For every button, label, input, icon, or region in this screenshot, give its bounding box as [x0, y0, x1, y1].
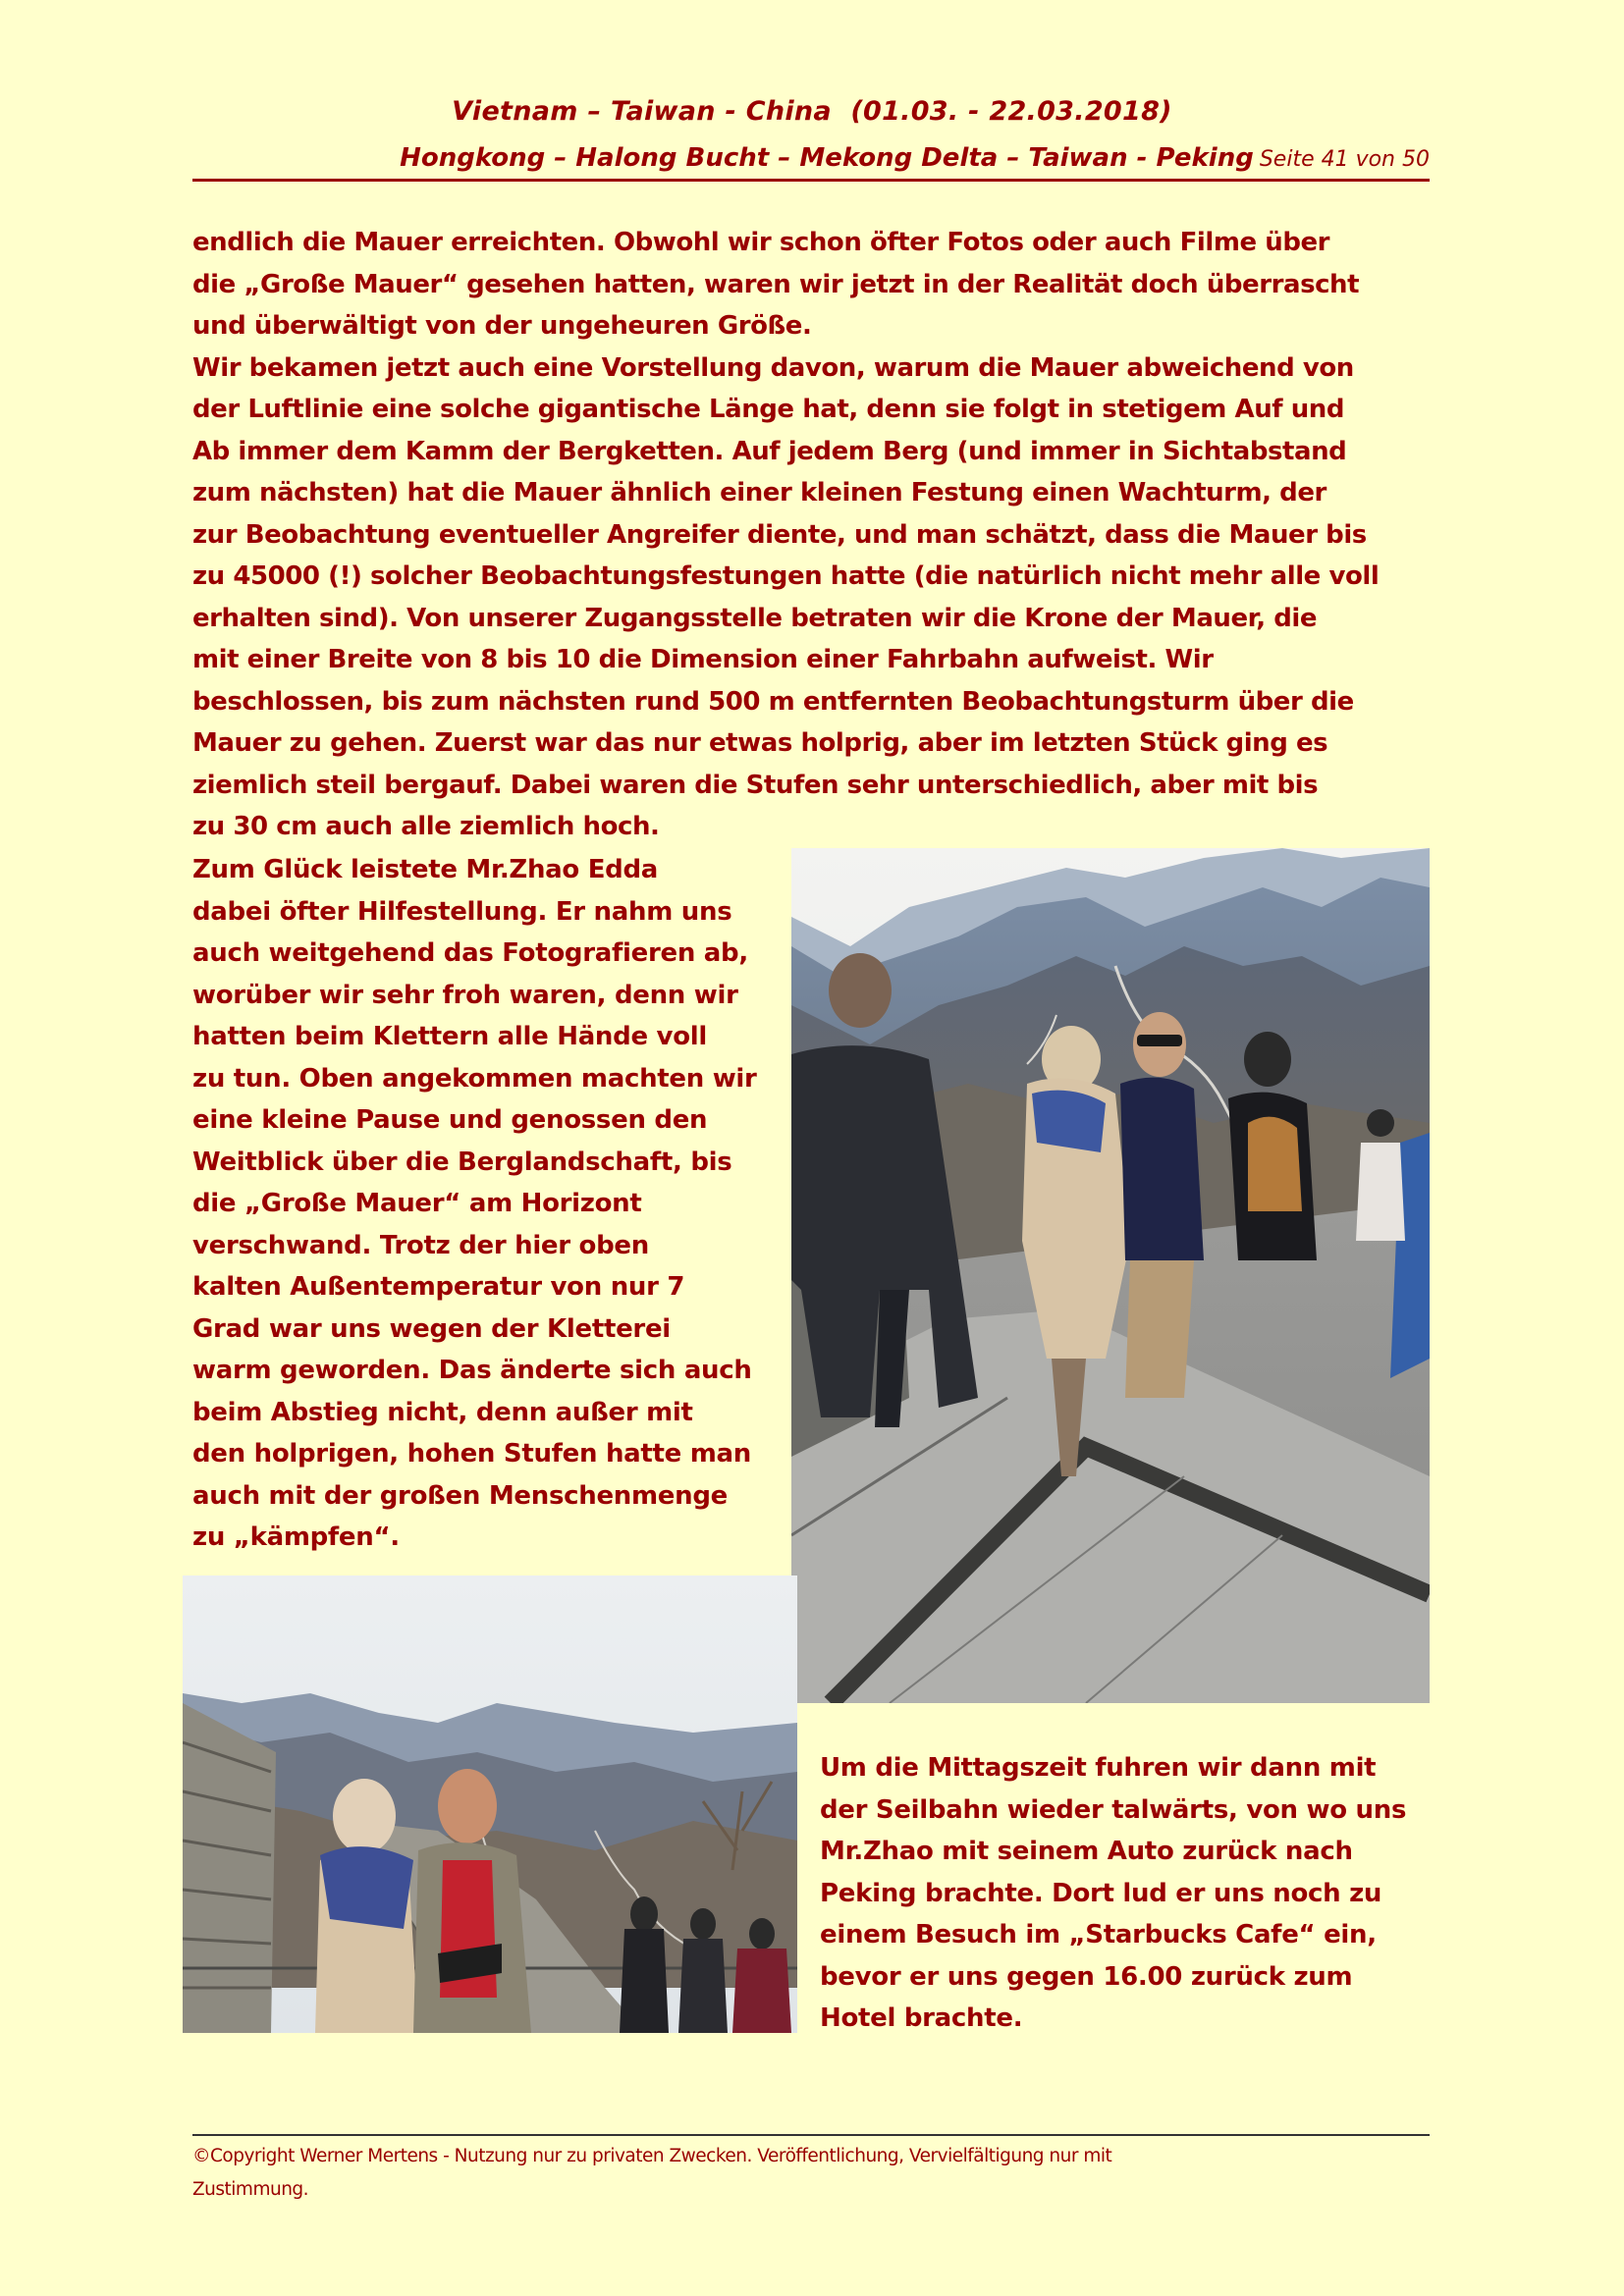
text-line: zur Beobachtung eventueller Angreifer diente, und man schätzt, dass die Mauer bis — [192, 519, 1367, 550]
header-subtitle — [192, 143, 1430, 182]
text-line: Peking brachte. Dort lud er uns noch zu — [820, 1878, 1382, 1908]
text-line: zu 30 cm auch alle ziemlich hoch. — [192, 812, 660, 841]
text-line: beschlossen, bis zum nächsten rund 500 m entfernten Beobachtungsturm über die — [192, 686, 1354, 717]
text-line: Wir bekamen jetzt auch eine Vorstellung davon, warum die Mauer abweichend von — [192, 352, 1354, 383]
text-line: Zum Glück leistete Mr.Zhao Edda — [192, 855, 659, 884]
text-line: die „Große Mauer“ gesehen hatten, waren wir jetzt in der Realität doch überrascht — [192, 269, 1360, 299]
text-line: beim Abstieg nicht, denn außer mit — [192, 1397, 693, 1427]
text-line: zu 45000 (!) solcher Beobachtungsfestungen hatte (die natürlich nicht mehr alle voll — [192, 561, 1380, 591]
text-line: bevor er uns gegen 16.00 zurück zum — [820, 1961, 1353, 1992]
text-line: zum nächsten) hat die Mauer ähnlich einer kleinen Festung einen Wachturm, der — [192, 478, 1326, 507]
copyright-line: ©Copyright Werner Mertens - Nutzung nur zu privaten Zwecken. Veröffentlichung, Vervielfältigung nur mit — [192, 2146, 1112, 2166]
body-paragraph-main — [192, 222, 1439, 848]
copyright-line: Zustimmung. — [192, 2179, 309, 2200]
text-line: eine kleine Pause und genossen den — [192, 1105, 708, 1135]
text-line: ziemlich steil bergauf. Dabei waren die Stufen sehr unterschiedlich, aber mit bis — [192, 770, 1319, 800]
text-line: verschwand. Trotz der hier oben — [192, 1230, 649, 1260]
text-line: hatten beim Klettern alle Hände voll — [192, 1022, 707, 1051]
text-line: erhalten sind). Von unserer Zugangsstelle betraten wir die Krone der Mauer, die — [192, 603, 1318, 633]
footer-copyright — [192, 2140, 1322, 2207]
text-line: Mauer zu gehen. Zuerst war das nur etwas holprig, aber im letzten Stück ging es — [192, 728, 1328, 758]
text-line: zu „kämpfen“. — [192, 1522, 400, 1552]
text-line: kalten Außentemperatur von nur 7 — [192, 1272, 685, 1302]
text-line: die „Große Mauer“ am Horizont — [192, 1189, 642, 1218]
text-line: Hotel brachte. — [820, 2003, 1023, 2033]
body-paragraph-left-column — [192, 849, 772, 1559]
text-line: auch mit der großen Menschenmenge — [192, 1480, 728, 1511]
photo-couple-on-wall — [183, 1575, 797, 2033]
text-line: Ab immer dem Kamm der Bergketten. Auf jedem Berg (und immer in Sichtabstand — [192, 436, 1347, 466]
text-line: zu tun. Oben angekommen machten wir — [192, 1063, 757, 1094]
text-line: worüber wir sehr froh waren, denn wir — [192, 980, 738, 1010]
text-line: warm geworden. Das änderte sich auch — [192, 1356, 752, 1385]
route-subtitle: Hongkong – Halong Bucht – Mekong Delta – Taiwan - Peking — [400, 143, 1254, 173]
text-line: Um die Mittagszeit fuhren wir dann mit — [820, 1753, 1377, 1783]
text-line: der Seilbahn wieder talwärts, von wo uns — [820, 1794, 1407, 1825]
text-line: Mr.Zhao mit seinem Auto zurück nach — [820, 1837, 1353, 1866]
footer-divider — [192, 2134, 1430, 2136]
text-line: den holprigen, hohen Stufen hatte man — [192, 1439, 752, 1468]
text-line: einem Besuch im „Starbucks Cafe“ ein, — [820, 1920, 1377, 1949]
text-line: Weitblick über die Berglandschaft, bis — [192, 1147, 732, 1177]
page-title: Vietnam – Taiwan - China (01.03. - 22.03.2018) — [452, 96, 1172, 127]
text-line: auch weitgehend das Fotografieren ab, — [192, 938, 748, 968]
text-line: dabei öfter Hilfestellung. Er nahm uns — [192, 896, 732, 927]
text-line: und überwältigt von der ungeheuren Größe. — [192, 311, 812, 341]
text-line: endlich die Mauer erreichten. Obwohl wir schon öfter Fotos oder auch Filme über — [192, 228, 1330, 257]
body-paragraph-right-column — [820, 1747, 1438, 2040]
page-indicator: Seite 41 von 50 — [1259, 147, 1430, 172]
text-line: Grad war uns wegen der Kletterei — [192, 1313, 671, 1344]
text-line: mit einer Breite von 8 bis 10 die Dimension einer Fahrbahn aufweist. Wir — [192, 645, 1214, 674]
text-line: der Luftlinie eine solche gigantische Länge hat, denn sie folgt in stetigem Auf und — [192, 395, 1344, 424]
photo-great-wall-climb — [791, 848, 1430, 1703]
